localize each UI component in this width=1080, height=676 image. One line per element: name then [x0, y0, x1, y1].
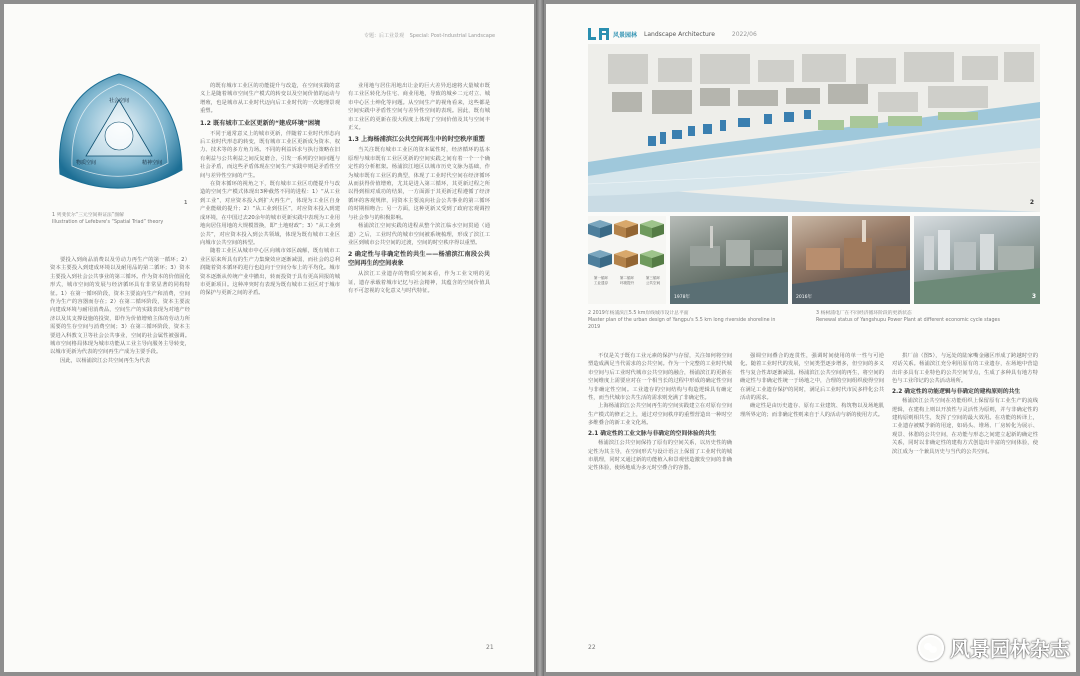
- left-column-2: [200, 82, 340, 622]
- subsection-heading: 2.1 确定性的工业文脉与非确定的空间体验的共生: [588, 430, 717, 437]
- photo-year-2016: 2016年: [796, 295, 812, 300]
- photo-2019: [914, 216, 1040, 304]
- paragraph: 当关注既有城市工业区的资本属性时，经济循环的基本原理与城市既有工业区更新的空间实践之间有着一个一个确定性的分析框架。杨浦滨江地区以城市历史文脉为基础，作为城市既有工业区的典型，体现了工业时代空间在经济循环从而获得价值增殖，尤其是进入第三循环，其更新过程之所以得到相对成功的结果，一方面源于其更新过程遵循了经济循环的客观规律，同资本主要流向社会公共事业的第三循环的时期相吻合；另一方面，这种更新又受到了政府宏观调控与社会参与的积极影响。: [348, 147, 490, 221]
- paragraph: 拱厂前（图5），与远处的陆家嘴金融区形成了跨越时空的对话关系。杨浦滨江充分利用原有的工业遗存，在场地中营造出许多具有工业特色的公共空间节点，生成了多种具有地方特色与工业印记的公共活动场所。: [892, 353, 1038, 385]
- cycle-label-1: 第一循环 工业遗存: [593, 276, 609, 285]
- page-gutter: [536, 0, 544, 676]
- figure3-caption-cn: 3 杨树浦电厂在不同经济循环阶段的更新状态: [816, 311, 912, 316]
- wechat-icon: [918, 635, 944, 661]
- figure2-caption: [588, 310, 788, 331]
- right-column-1: [588, 352, 732, 622]
- triad-label-physical: 物质空间: [75, 160, 97, 166]
- cycle-thumbnails: [588, 216, 666, 304]
- header-topic: 专题：后工业景观: [364, 33, 405, 39]
- master-plan-graphic: [588, 44, 1040, 212]
- right-page: [546, 4, 1076, 672]
- logo-en: Landscape Architecture: [644, 30, 715, 38]
- figure3-number: 3: [1031, 293, 1036, 300]
- paragraph: 的既有城市工业区的功能提升与改造，在空间实践的意义上是随着城市空间生产模式的转变以及空间价值的运动与增殖，也是城市从工业时代迈向后工业时代的一次地理景观重塑。: [200, 83, 340, 115]
- cycle-label-2: 第二循环 环境提升: [619, 276, 635, 285]
- paragraph: 不仅是关于既有工业元素的保护与存留，关注如何将空间塑造成满足当代需求的公共空间。作为一个完整的工业时代城市空间与后工业时代城市公共空间的融合，杨浦滨江的更新在空间维度上需要应对在一个相当长的过程中形成的确定性空间与非确定性空间。工业遗存的空间结构与构造逻辑具有确定性，而当代城市公共生活的需求则充满了非确定性。: [588, 353, 732, 402]
- triad-diagram-graphic: [52, 70, 187, 198]
- figure1-caption-en: Illustration of Lefebvre's “Spatial Triad” theory: [52, 220, 164, 225]
- paragraph: 业用地与居住用地出让金的巨大差异迅速将大量城市既有工业区转化为住宅、商业用地，导致的城乡二元对立、城市中心区士绅化等问题。从空间生产的视角看来，这些都是空间实践中矛盾性空间与差异性空间的表现。因此，既有城市工业区的更新在很大程度上体现了空间价值及其与空间丰正义。: [348, 83, 490, 132]
- paragraph: 杨浦滨江公共空间保持了原有的空间关系，以历史性的确定性为其主导，在空间形式与设计语言上保留了工业时代的城市肌理，同时又通过新的功能植入和景观营造激发空间的非确定性体验，使场地成为多元时空叠合的容器。: [588, 440, 732, 472]
- section-heading: 1.2 既有城市工业区更新的“建成环境”困境: [200, 119, 321, 127]
- left-column-1: [50, 256, 190, 621]
- watermark: [918, 633, 1070, 662]
- power-plant-figure: [588, 216, 1040, 306]
- figure1-caption: [52, 212, 192, 226]
- photo-1978: [670, 216, 788, 304]
- left-column-3: [348, 82, 490, 622]
- paragraph: 不同于通常意义上的城市更新，伴随着工业时代形态向后工业时代形态的转变，既有城市工业区更新成为资本、权力、技术等的多方角力场。不同的利益诉求与执行策略在旧有利益与公共利益之间反复磨合，引发一系列的空间问题与社会矛盾，而这些矛盾体现在空间生产实践中则是矛盾性空间与差异性空间的产生。: [200, 130, 340, 179]
- figure3-caption: [816, 310, 1036, 324]
- right-column-2: [740, 352, 884, 622]
- paragraph: 因此，以杨浦滨江公共空间再生为代表: [60, 357, 151, 364]
- cycle-label-3: 第三循环 公共空间: [645, 276, 661, 285]
- paragraph: 杨浦滨江空间实践的进程从整个滨江临水空间贯通（通道）之后，工业时代的城市空间被系统梳理，形成了滨江工业区到城市公共空间的过渡，空间的时空秩序得以重塑。: [348, 223, 490, 246]
- paragraph: 在资本循环的视角之下，既有城市工业区功能提升与改造的空间生产模式体现出3种截然不同的进程：1）“从工业到工业”，对应资本投入到扩大再生产，体现为工业区自身产业能级的提升；2）“从工业到住区”，对应资本投入到建成环境，在中国过去20余年的城市更新实践中表现为工业用地向居住用地的大规模置换，即“土地财政”；3）“从工业到公共”，对应资本投入到公共领域，体现为既有城市工业区向城市公共空间的转型。: [200, 181, 340, 246]
- figure1-caption-cn: 1 列斐伏尔“三元空间辩证法”图解: [52, 213, 124, 218]
- triad-label-social: 社会空间: [108, 98, 130, 104]
- subsection-heading: 2.2 确定性的功能逻辑与非确定的建构原则的共生: [892, 388, 1021, 395]
- right-column-3: [892, 352, 1038, 622]
- paragraph: 要投入到商品消费以及劳动力再生产的第一循环；2）资本主要投入到建成环境以及耐用品的第二循环；3）资本主要投入到社会公共事业的第三循环。作为资本的价值固化形式，城市空间的发展与经济循环具有非常显著的同构特征。1）在第一循环阶段，资本主要流向生产和消费，空间作为生产的容器而存在；2）在第二循环阶段，资本主要流向建成环境与耐用消费品，空间生产的实践表现为对地产经济以及其支撑设施的投资，即作为价值增殖主体的劳动力所需要的生存空间与消费空间；3）在第三循环阶段，资本主要进入科教文卫等社会公共事业，空间的社会属性被强调。城市空间格局体现为城市功能从工业主导向服务主导转变，以城市更新为代表的空间再生产成为主要手段。: [50, 257, 190, 356]
- page-number: 21: [486, 644, 494, 651]
- photo-year-1978: 1978年: [674, 295, 690, 300]
- triad-diagram: [52, 70, 187, 198]
- section-heading: 1.3 上海杨浦滨江公共空间再生中的时空秩序重塑: [348, 136, 485, 144]
- journal-logo: [588, 28, 757, 40]
- master-plan-figure: [588, 44, 1040, 212]
- figure2-number: 2: [1029, 199, 1034, 206]
- photo-2016: [792, 216, 910, 304]
- page-number: 22: [588, 644, 596, 651]
- watermark-text: 风景园林杂志: [950, 637, 1070, 661]
- figure1-number: 1: [184, 201, 188, 206]
- issue-year: 2022/06: [731, 30, 757, 38]
- section-heading: 2 确定性与非确定性的共生——杨浦滨江南段公共空间再生的空间表象: [348, 251, 490, 268]
- page-header: [364, 32, 495, 39]
- cycle-thumbnails-graphic: [588, 216, 666, 304]
- paragraph: 随着工业区从城市中心区向城市郊区疏解，既有城市工业区原来所具有的生产力集聚效应逐渐减弱，而社会的总利润随着资本循环的进行也趋向于空间分布上的平均化。城市资本逐渐从传统产业中撤出，转而投资于具有更高回报的城市更新项目。这种冲突时有表现为既有城市工业区对于城市的保护与更新之间的矛盾。: [200, 248, 340, 297]
- figure2-caption-en: Master plan of the urban design of Yangpu's 5.5 km long riverside shoreline in 2019: [588, 318, 776, 330]
- figure3-caption-en: Renewal status of Yangshupu Power Plant at different economic cycle stages: [816, 318, 1000, 323]
- left-page: [4, 4, 534, 672]
- logo-cn: 风景园林: [613, 31, 638, 39]
- paragraph: 从滨江工业遗存的物质空间来看，作为工业文明的见证，遗存承载着城市记忆与社会精神，其蕴含的空间价值具有不可忽视的文化意义与时代特征。: [348, 271, 490, 295]
- paragraph: 上海杨浦滨江公共空间再生的空间实践建立在对原有空间生产模式的修正之上，通过对空间秩序的重塑营造出一种时空多维叠合的新工业文化场。: [588, 403, 732, 427]
- logo-mark-icon: [588, 28, 610, 40]
- figure2-caption-cn: 2 2019年杨浦滨江5.5 km岸线城市设计总平面: [588, 311, 689, 316]
- header-topic-en: Special: Post-Industrial Landscape: [409, 33, 496, 39]
- paragraph: 确定性是由历史遗存、原有工业建筑、构筑物以及场地肌理所界定的；而非确定性则来自于人的活动与新的使用方式。: [740, 403, 884, 418]
- paragraph: 杨浦滨江公共空间在功能组织上保留原有工业生产的流线逻辑，在建构上则以开放性与灵活性为原则，并与非确定性的建构原则相共生，发挥了空间的最大效用。在功能的转译上，工业遗存被赋予新的用途，如码头、堆场、厂房转化为展示、观景、休憩的公共空间，在功能与形态之间建立起新的确定性关系，同时以非确定性的建构方式创造出丰富的空间体验，使滨江成为一个兼具历史与当代的公共空间。: [892, 398, 1038, 455]
- triad-label-mental: 精神空间: [141, 160, 163, 166]
- paragraph: 强调空间叠合的连贯性，强调时间使用的单一性与可逆化。随着工业时代的发展，空间类型逐步增多，但空间的多义性与复合性却逐渐减弱。杨浦滨江公共空间的再生，将空间的确定性与非确定性统一于场地之中，合理的空间组织使得空间在满足工业遗存保护的同时，满足后工业时代市民多样化公共活动的需求。: [740, 353, 884, 402]
